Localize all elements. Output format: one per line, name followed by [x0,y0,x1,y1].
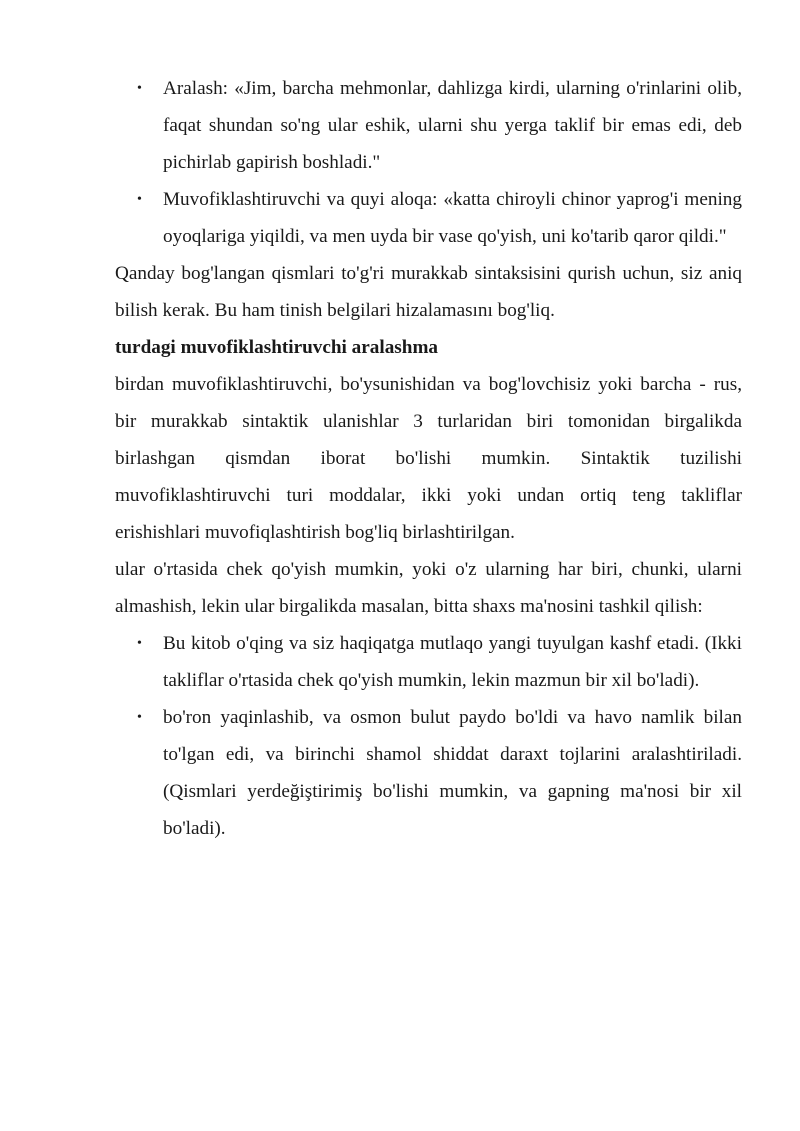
document-page [115,70,742,847]
paragraph-explanation: ular o'rtasida chek qo'yish mumkin, yoki o'z ularning har biri, chunki, ularni almashish, lekin ular birgalikda masalan, bitta shaxs ma'nosini tashkil qilish: [115,559,742,617]
list-item [115,181,742,255]
list-item-text: bo'ron yaqinlashib, va osmon bulut paydo bo'ldi va havo namlik bilan to'lgan edi, va birinchi shamol shiddat daraxt tojlarini aralashtiriladi. (Qismlari yerdeğiştirimiş bo'lishi mumkin, va gapning ma'nosi bir xil bo'ladi). [163,707,742,839]
list-item [115,625,742,699]
bullet-icon: • [137,192,142,207]
list-item-text: Aralash: «Jim, barcha mehmonlar, dahlizga kirdi, ularning o'rinlarini olib, faqat shundan so'ng ular eshik, ularni shu yerga taklif bir emas edi, deb pichirlab gapirish boshladi." [163,78,742,173]
bullet-list-bottom [115,625,742,847]
list-item [115,70,742,181]
list-item-text: Bu kitob o'qing va siz haqiqatga mutlaqo yangi tuyulgan kashf etadi. (Ikki takliflar o'rtasida chek qo'yish mumkin, lekin mazmun bir xil bo'ladi). [163,633,742,691]
section-heading: turdagi muvofiklashtiruvchi aralashma [115,337,439,358]
bullet-list-top [115,70,742,255]
list-item-text: Muvofiklashtiruvchi va quyi aloqa: «katta chiroyli chinor yaprog'i mening oyoqlariga yiqildi, va men uyda bir vase qo'yish, uni ko'tarib qaror qildi." [163,189,742,247]
list-item [115,699,742,847]
paragraph-definition: birdan muvofiklashtiruvchi, bo'ysunishidan va bog'lovchisiz yoki barcha - rus, bir murakkab sintaktik ulanishlar 3 turlaridan biri tomonidan birgalikda birlashgan qismdan iborat bo'lishi mumkin. Sintaktik tuzilishi muvofiklashtiruvchi turi moddalar, ikki yoki undan ortiq teng takliflar erishishlari muvofiqlashtirish bog'liq birlashtirilgan. [115,374,742,543]
bullet-icon: • [137,710,142,725]
bullet-icon: • [137,636,142,651]
paragraph-intro: Qanday bog'langan qismlari to'g'ri murakkab sintaksisini qurish uchun, siz aniq bilish kerak. Bu ham tinish belgilari hizalamasını bog'liq. [115,263,742,321]
bullet-icon: • [137,81,142,96]
